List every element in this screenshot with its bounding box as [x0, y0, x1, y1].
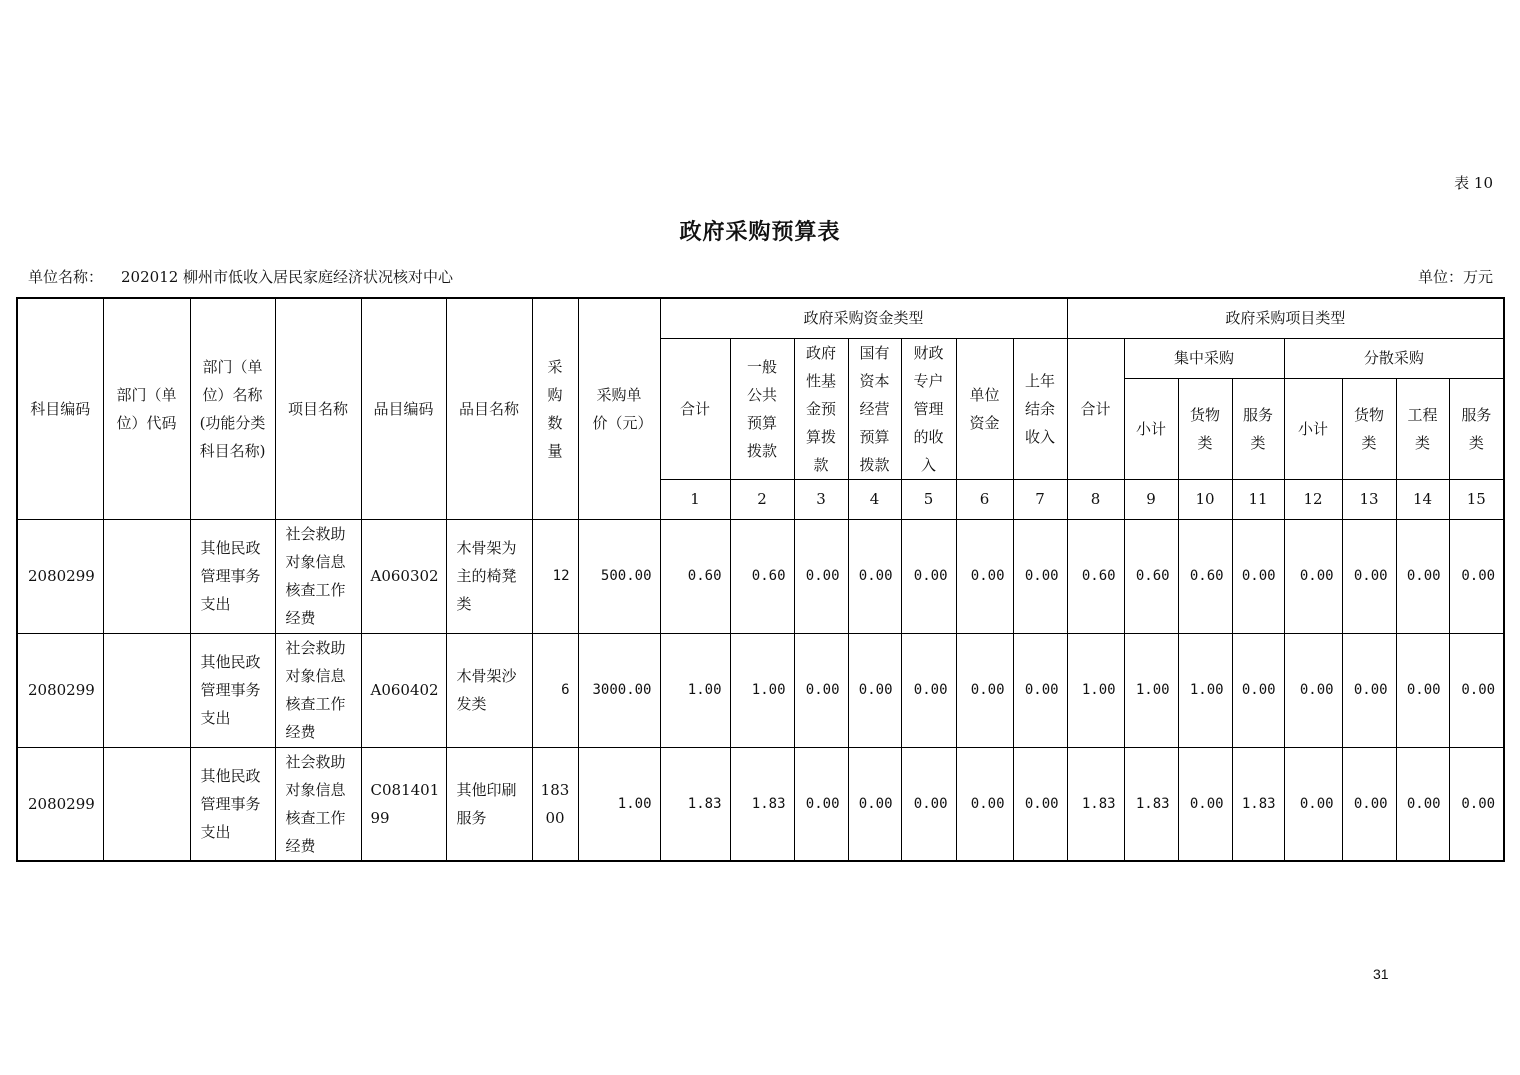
cell-value: 0.00 [1013, 519, 1067, 633]
cell-value: 0.00 [1396, 747, 1449, 861]
header-fund-unit: 单位资金 [956, 338, 1013, 479]
cell-value: 0.00 [794, 633, 848, 747]
table-row [17, 519, 1504, 633]
header-fund-special: 财政专户管理的收入 [901, 338, 956, 479]
cell-item-name: 木骨架沙发类 [446, 633, 532, 747]
unit-name: 202012 柳州市低收入居民家庭经济状况核对中心 [121, 268, 454, 286]
page-number: 31 [1373, 966, 1389, 982]
cell-item-name: 其他印刷服务 [446, 747, 532, 861]
cell-value: 0.60 [730, 519, 794, 633]
cell-value: 1.00 [1067, 633, 1124, 747]
cell-value: 0.00 [1013, 633, 1067, 747]
page-title: 政府采购预算表 [679, 219, 841, 245]
col-number: 5 [901, 479, 956, 519]
cell-quantity: 6 [532, 633, 578, 747]
cell-item-code: A060402 [361, 633, 446, 747]
header-central-subtotal: 小计 [1124, 378, 1178, 479]
table-row [17, 633, 1504, 747]
cell-value: 0.60 [1067, 519, 1124, 633]
cell-value: 0.60 [1124, 519, 1178, 633]
header-quantity: 采购数量 [532, 298, 578, 519]
cell-subject-code: 2080299 [17, 633, 103, 747]
cell-value: 0.00 [1449, 633, 1504, 747]
cell-value: 0.00 [794, 747, 848, 861]
header-fund-type: 政府采购资金类型 [660, 298, 1067, 338]
cell-quantity: 18300 [532, 747, 578, 861]
cell-value: 0.00 [1342, 747, 1396, 861]
header-dept-name: 部门（单位）名称(功能分类科目名称) [190, 298, 275, 519]
header-project-type: 政府采购项目类型 [1067, 298, 1504, 338]
header-fund-state: 国有资本经营预算拨款 [848, 338, 901, 479]
col-number: 15 [1449, 479, 1504, 519]
cell-item-name: 木骨架为主的椅凳类 [446, 519, 532, 633]
header-fund-carry: 上年结余收入 [1013, 338, 1067, 479]
table-number: 表 10 [1454, 174, 1493, 192]
header-fund-total: 合计 [660, 338, 730, 479]
cell-value: 0.00 [901, 747, 956, 861]
cell-value: 0.00 [1449, 519, 1504, 633]
header-item-name: 品目名称 [446, 298, 532, 519]
cell-dept-name: 其他民政管理事务支出 [190, 633, 275, 747]
cell-unit-price: 500.00 [578, 519, 660, 633]
cell-value: 0.00 [1342, 519, 1396, 633]
col-number: 9 [1124, 479, 1178, 519]
header-central: 集中采购 [1124, 338, 1284, 378]
col-number: 11 [1232, 479, 1284, 519]
cell-value: 0.00 [1284, 633, 1342, 747]
cell-quantity: 12 [532, 519, 578, 633]
header-fund-general: 一般公共预算拨款 [730, 338, 794, 479]
cell-value: 0.00 [1284, 747, 1342, 861]
cell-project-name: 社会救助对象信息核查工作经费 [275, 519, 361, 633]
cell-project-name: 社会救助对象信息核查工作经费 [275, 633, 361, 747]
cell-dept-code [103, 519, 190, 633]
cell-project-name: 社会救助对象信息核查工作经费 [275, 747, 361, 861]
header-dispersed-works: 工程类 [1396, 378, 1449, 479]
col-number: 12 [1284, 479, 1342, 519]
col-number: 7 [1013, 479, 1067, 519]
cell-value: 1.00 [1124, 633, 1178, 747]
procurement-budget-table [16, 297, 1505, 862]
col-number: 14 [1396, 479, 1449, 519]
header-dispersed-goods: 货物类 [1342, 378, 1396, 479]
header-dispersed-service: 服务类 [1449, 378, 1504, 479]
cell-dept-code [103, 633, 190, 747]
unit-measure: 单位：万元 [1417, 268, 1493, 286]
cell-value: 0.00 [901, 633, 956, 747]
cell-dept-name: 其他民政管理事务支出 [190, 519, 275, 633]
cell-value: 0.00 [1232, 633, 1284, 747]
header-dept-code: 部门（单位）代码 [103, 298, 190, 519]
header-central-service: 服务类 [1232, 378, 1284, 479]
header-central-goods: 货物类 [1178, 378, 1232, 479]
cell-dept-code [103, 747, 190, 861]
col-number: 1 [660, 479, 730, 519]
cell-value: 0.00 [956, 633, 1013, 747]
col-number: 10 [1178, 479, 1232, 519]
header-subject-code: 科目编码 [17, 298, 103, 519]
unit-info [28, 266, 453, 287]
cell-value: 1.83 [660, 747, 730, 861]
header-project-name: 项目名称 [275, 298, 361, 519]
cell-value: 0.00 [1178, 747, 1232, 861]
header-unit-price: 采购单价（元） [578, 298, 660, 519]
cell-value: 0.60 [1178, 519, 1232, 633]
cell-value: 1.00 [660, 633, 730, 747]
cell-unit-price: 1.00 [578, 747, 660, 861]
header-dispersed: 分散采购 [1284, 338, 1504, 378]
col-number: 13 [1342, 479, 1396, 519]
header-fund-gov: 政府性基金预算拨款 [794, 338, 848, 479]
cell-value: 1.83 [1124, 747, 1178, 861]
cell-value: 1.00 [1178, 633, 1232, 747]
table-row [17, 747, 1504, 861]
header-row-1 [17, 298, 1504, 338]
cell-value: 0.00 [1013, 747, 1067, 861]
cell-value: 0.00 [848, 519, 901, 633]
col-number: 2 [730, 479, 794, 519]
cell-value: 0.00 [794, 519, 848, 633]
cell-value: 1.83 [1232, 747, 1284, 861]
col-number: 3 [794, 479, 848, 519]
cell-value: 1.83 [730, 747, 794, 861]
cell-value: 1.83 [1067, 747, 1124, 861]
cell-subject-code: 2080299 [17, 519, 103, 633]
cell-value: 0.00 [1449, 747, 1504, 861]
cell-value: 0.00 [1396, 519, 1449, 633]
cell-value: 0.00 [956, 747, 1013, 861]
cell-unit-price: 3000.00 [578, 633, 660, 747]
col-number: 6 [956, 479, 1013, 519]
header-dispersed-subtotal: 小计 [1284, 378, 1342, 479]
cell-value: 0.00 [1284, 519, 1342, 633]
cell-value: 0.00 [1232, 519, 1284, 633]
cell-dept-name: 其他民政管理事务支出 [190, 747, 275, 861]
col-number: 8 [1067, 479, 1124, 519]
col-number: 4 [848, 479, 901, 519]
header-proj-total: 合计 [1067, 338, 1124, 479]
cell-item-code: C08140199 [361, 747, 446, 861]
cell-item-code: A060302 [361, 519, 446, 633]
header-item-code: 品目编码 [361, 298, 446, 519]
cell-value: 0.00 [956, 519, 1013, 633]
cell-value: 0.00 [1396, 633, 1449, 747]
cell-subject-code: 2080299 [17, 747, 103, 861]
unit-label: 单位名称： [28, 268, 104, 286]
cell-value: 1.00 [730, 633, 794, 747]
cell-value: 0.60 [660, 519, 730, 633]
cell-value: 0.00 [901, 519, 956, 633]
cell-value: 0.00 [848, 747, 901, 861]
cell-value: 0.00 [848, 633, 901, 747]
cell-value: 0.00 [1342, 633, 1396, 747]
